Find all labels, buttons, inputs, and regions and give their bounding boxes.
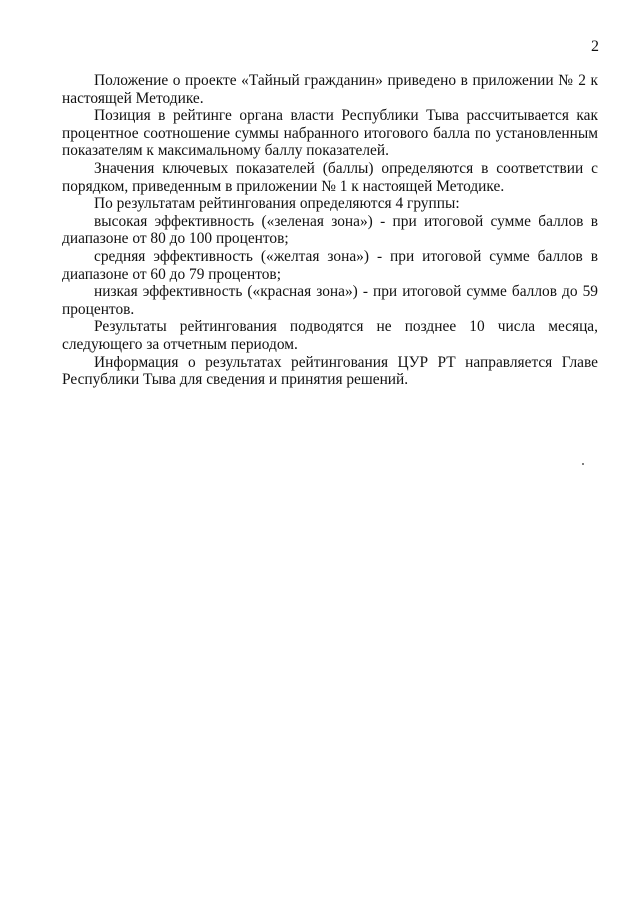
paragraph-group-red: низкая эффективность («красная зона») - при итоговой сумме баллов до 59 процентов. <box>62 283 598 318</box>
paragraph-results-deadline: Результаты рейтингования подводятся не позднее 10 числа месяца, следующего за отчетным периодом. <box>62 318 598 353</box>
paragraph-group-yellow: средняя эффективность («желтая зона») - при итоговой сумме баллов в диапазоне от 60 до 79 процентов; <box>62 247 598 283</box>
paragraph-results-submission: Информация о результатах рейтингования ЦУР РТ направляется Главе Республики Тыва для сведения и принятия решений. <box>62 353 598 389</box>
paragraph-indicator-values: Значения ключевых показателей (баллы) определяются в соответствии с порядком, приведенным в приложении № 1 к настоящей Методике. <box>62 159 598 195</box>
paragraph-groups-intro: По результатам рейтингования определяются 4 группы: <box>94 195 460 213</box>
stray-dot-mark <box>582 463 584 465</box>
paragraph-rating-position: Позиция в рейтинге органа власти Республики Тыва рассчитывается как процентное соотношение суммы набранного итогового балла по установленным показателям к максимальному баллу показателей. <box>62 107 598 160</box>
paragraph-secret-citizen: Положение о проекте «Тайный гражданин» приведено в приложении № 2 к настоящей Методике. <box>62 72 598 107</box>
page-number: 2 <box>591 38 599 55</box>
document-body <box>62 72 598 389</box>
paragraph-group-green: высокая эффективность («зеленая зона») - при итоговой сумме баллов в диапазоне от 80 до 100 процентов; <box>62 212 598 248</box>
